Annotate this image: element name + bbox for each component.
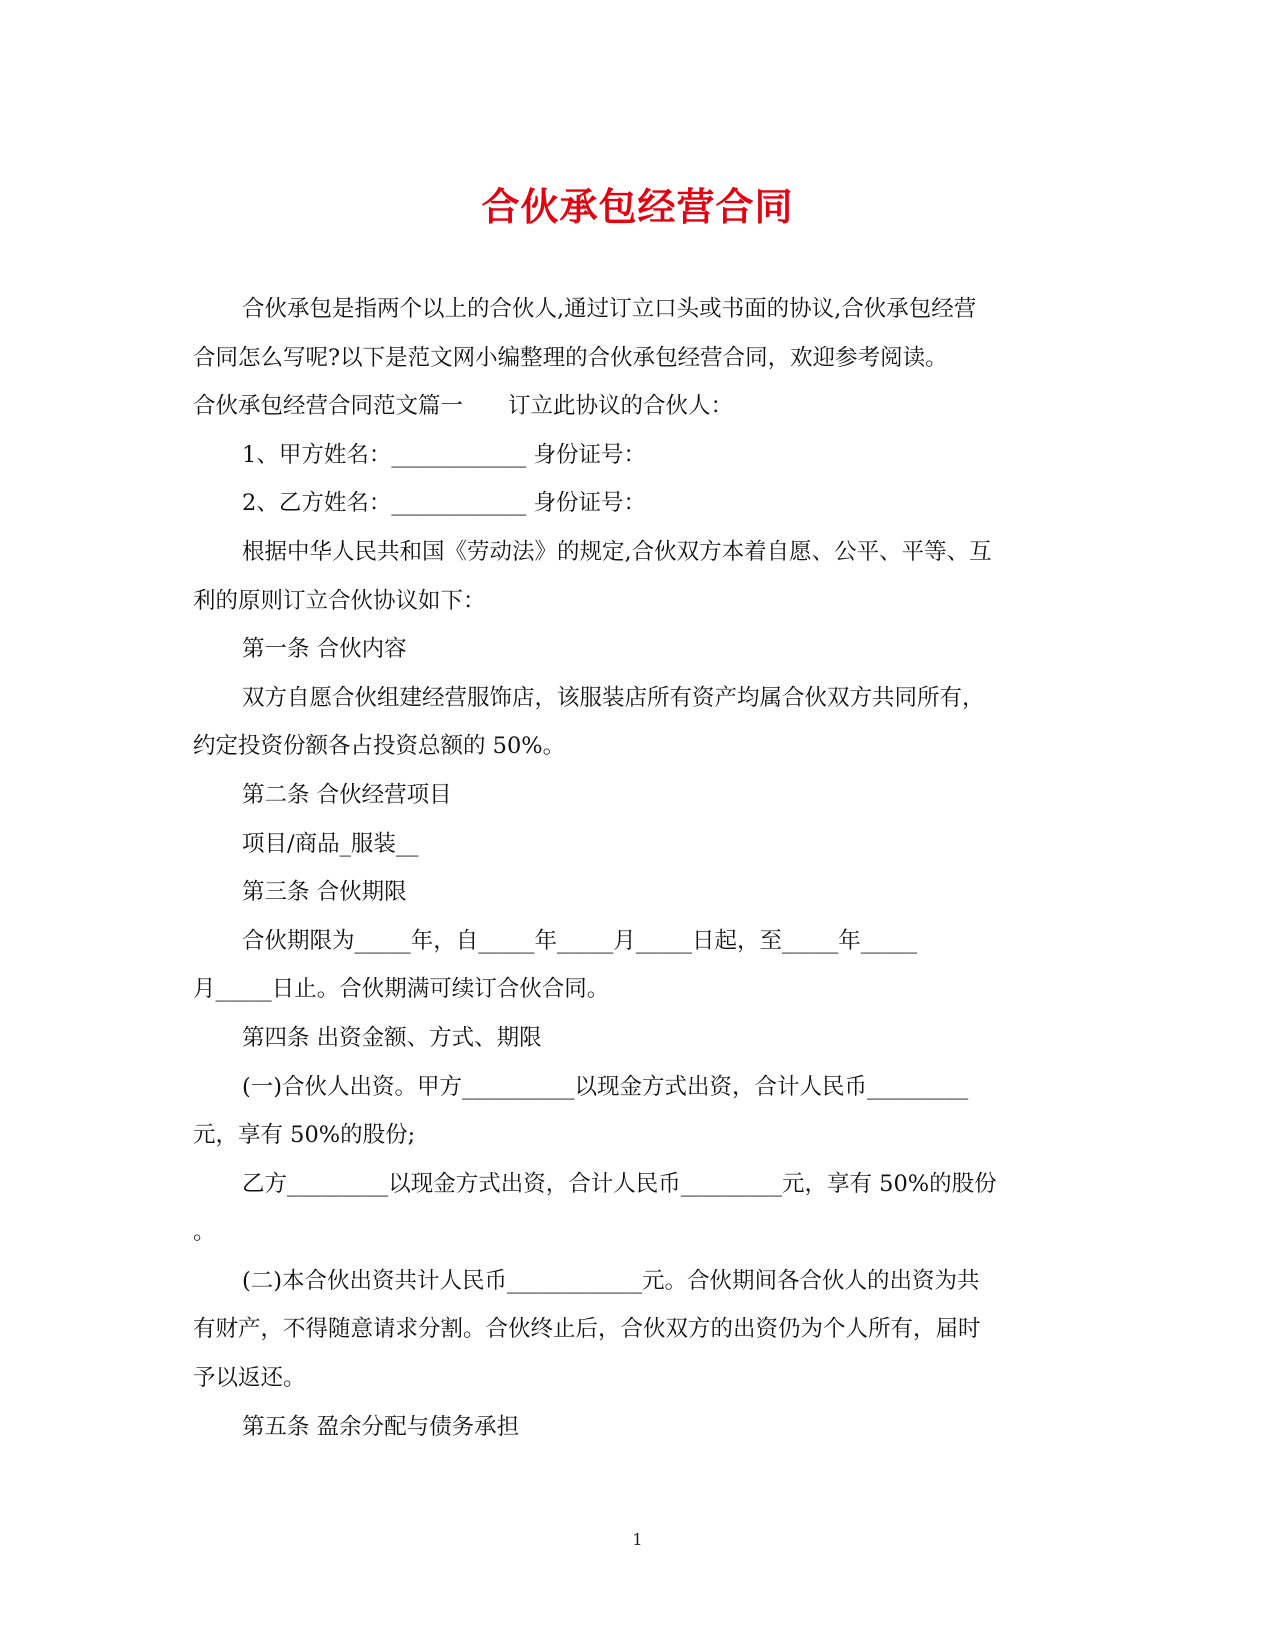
paragraph-line: 根据中华人民共和国《劳动法》的规定,合伙双方本着自愿、公平、平等、互 [242,538,992,565]
paragraph-line: 项目/商品_服装__ [242,830,419,857]
paragraph-line: 予以返还。 [193,1365,306,1392]
paragraph-line: 双方自愿合伙组建经营服饰店，该服装店所有资产均属合伙双方共同所有， [242,684,985,711]
paragraph-line: (一)合伙人出资。甲方__________以现金方式出资，合计人民币_________ [242,1073,969,1100]
paragraph-line: 元，享有 50%的股份; [193,1122,416,1149]
paragraph-line: 合伙承包经营合同范文篇一 订立此协议的合伙人： [193,393,734,420]
paragraph-line: 合伙承包是指两个以上的合伙人,通过订立口头或书面的协议,合伙承包经营 [242,296,977,322]
article-heading: 第五条 盈余分配与债务承担 [242,1413,520,1440]
paragraph-line: 合同怎么写呢?以下是范文网小编整理的合伙承包经营合同，欢迎参考阅读。 [193,344,948,371]
party-a-line: 1、甲方姓名：____________ 身份证号： [242,441,646,468]
party-b-line: 2、乙方姓名：____________ 身份证号： [242,490,646,517]
article-heading: 第二条 合伙经营项目 [242,781,452,808]
paragraph-line: 。 [193,1219,216,1246]
paragraph-line: 合伙期限为_____年，自_____年_____月_____日起，至_____年_____ [242,927,918,954]
page-number: 1 [632,1530,643,1549]
paragraph-line: 有财产，不得随意请求分割。合伙终止后，合伙双方的出资仍为个人所有，届时 [193,1316,981,1343]
paragraph-line: 约定投资份额各占投资总额的 50%。 [193,733,566,760]
paragraph-line: 利的原则订立合伙协议如下： [193,587,486,614]
article-heading: 第四条 出资金额、方式、期限 [242,1024,542,1051]
article-heading: 第三条 合伙期限 [242,879,407,906]
paragraph-line: 乙方_________以现金方式出资，合计人民币_________元，享有 50%的股份 [242,1170,997,1197]
paragraph-line: 月_____日止。合伙期满可续订合伙合同。 [193,976,610,1003]
document-body [193,285,1083,1451]
document-title: 合伙承包经营合同 [481,184,794,229]
article-heading: 第一条 合伙内容 [242,636,407,663]
paragraph-line: (二)本合伙出资共计人民币____________元。合伙期间各合伙人的出资为共 [242,1267,980,1294]
